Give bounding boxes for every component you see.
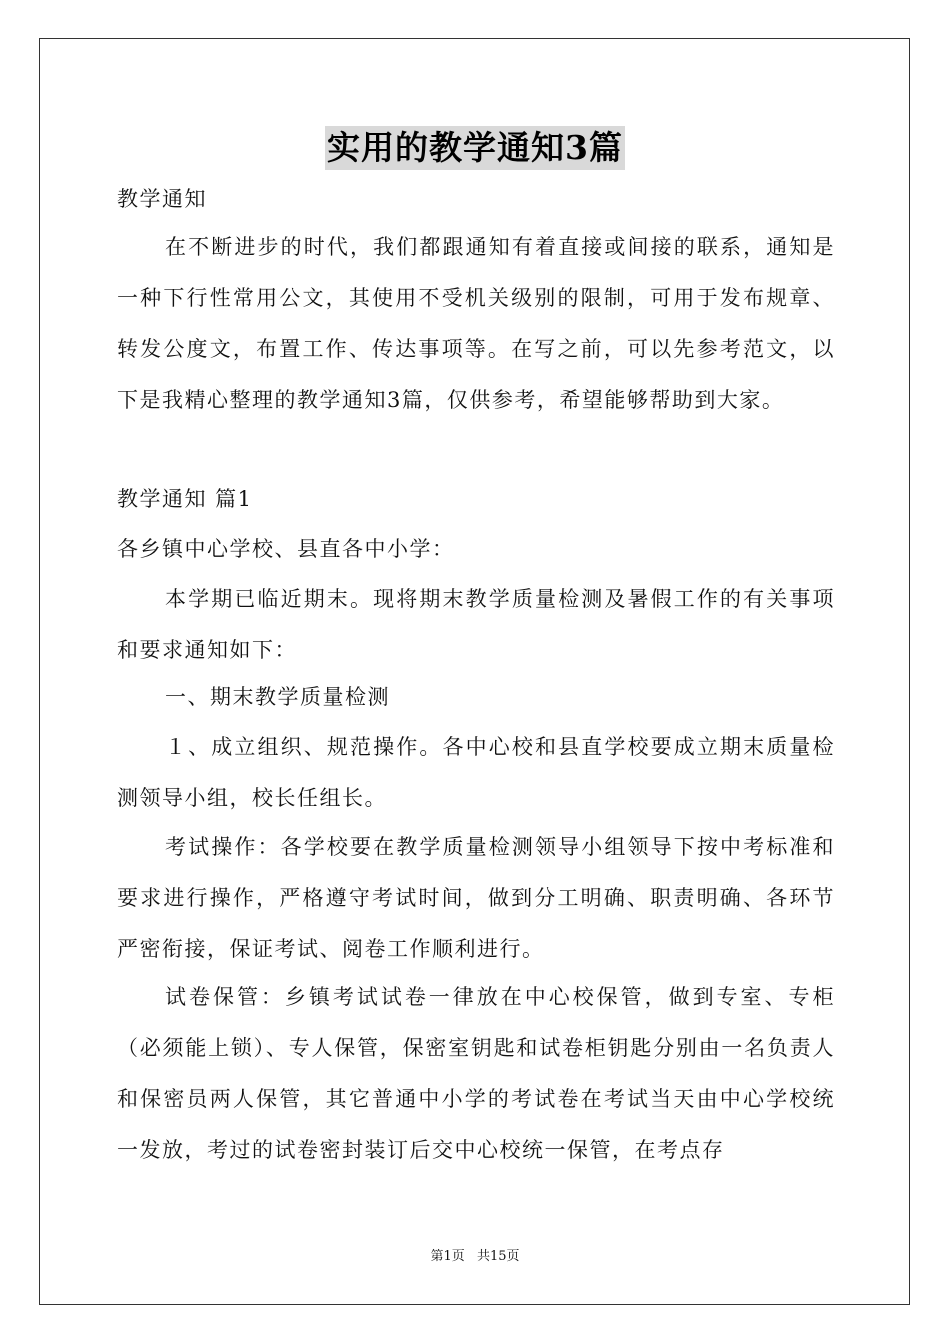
page-number: 第1页 xyxy=(430,1249,465,1264)
body-paragraph: １、成立组织、规范操作。各中心校和县直学校要成立期末质量检测领导小组，校长任组长。 xyxy=(117,735,835,810)
body-paragraph: 考试操作：各学校要在教学质量检测领导小组领导下按中考标准和要求进行操作，严格遵守考试时间，做到分工明确、职责明确、各环节严密衔接，保证考试、阅卷工作顺利进行。 xyxy=(117,835,835,961)
body-paragraph: 试卷保管：乡镇考试试卷一律放在中心校保管，做到专室、专柜（必须能上锁）、专人保管，保密室钥匙和试卷柜钥匙分别由一名负责人和保密员两人保管，其它普通中小学的考试卷在考试当天由中心学校统一发放，考过的试卷密封装订后交中心校统一保管，在考点存 xyxy=(117,985,835,1162)
page-footer xyxy=(0,1245,950,1264)
document-title: 实用的教学通知3篇 xyxy=(325,126,625,170)
section-heading: 教学通知 xyxy=(117,187,207,211)
body-paragraph: 本学期已临近期末。现将期末教学质量检测及暑假工作的有关事项和要求通知如下： xyxy=(117,587,835,662)
salutation: 各乡镇中心学校、县直各中小学： xyxy=(117,537,455,561)
list-heading: 一、期末教学质量检测 xyxy=(165,685,390,709)
page-total: 共15页 xyxy=(476,1249,520,1264)
intro-paragraph: 在不断进步的时代，我们都跟通知有着直接或间接的联系，通知是一种下行性常用公文，其使用不受机关级别的限制，可用于发布规章、转发公度文，布置工作、传达事项等。在写之前，可以先参考范文，以下是我精心整理的教学通知3篇，仅供参考，希望能够帮助到大家。 xyxy=(117,235,835,412)
title-container xyxy=(0,126,950,170)
subsection-heading: 教学通知 篇1 xyxy=(117,487,253,511)
